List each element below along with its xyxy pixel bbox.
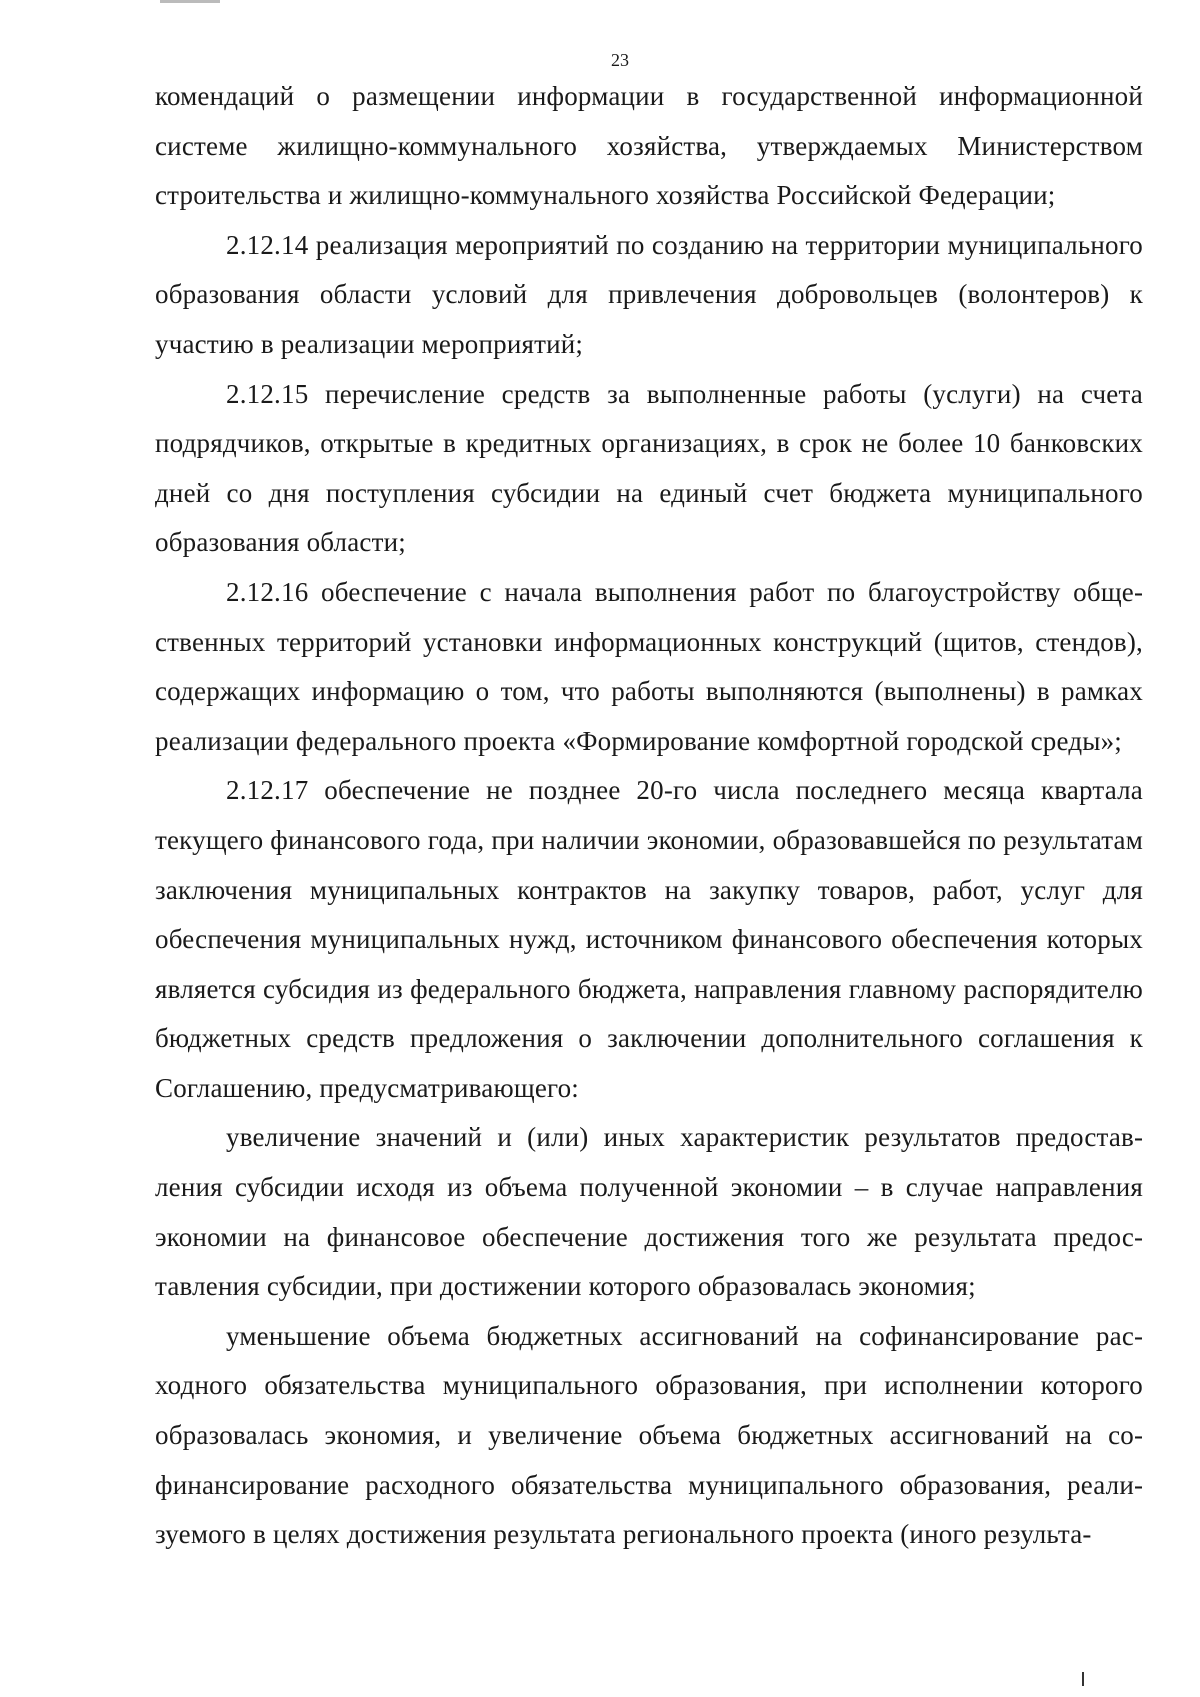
scan-artifact-mark <box>1082 1672 1084 1686</box>
paragraph-2-12-16: 2.12.16 обеспечение с начала выполнения работ по благоустройству общественных территорий установки информационных конструкций (щитов, стендов), содержащих информацию о том, что работы выполняются (выполнены) в рамках реализации федерального проекта «Формирование комфортной городской среды»; <box>155 576 1143 756</box>
paragraph-increase-values: увеличение значений и (или) иных характеристик результатов предоставления субсидии исходя из объема полученной экономии – в случае направления экономии на финансовое обеспечение достижения того же результата предоставления субсидии, при достижении которого образовалась экономия; <box>155 1122 1143 1302</box>
scan-artifact <box>160 0 220 3</box>
paragraph-2-12-17: 2.12.17 обеспечение не позднее 20-го числа последнего месяца квартала текущего финансового года, при наличии экономии, образовавшейся по результатам заключения муниципальных контрактов на закупку товаров, работ, услуг для обеспечения муниципальных нужд, источником финансового обеспечения которых является субсидия из федерального бюджета, направления главному распорядителю бюджетных средств предложения о заключении дополнительного соглашения к Соглашению, предусматривающего: <box>155 775 1143 1103</box>
paragraph-2-12-15: 2.12.15 перечисление средств за выполненные работы (услуги) на счета подрядчиков, открытые в кредитных организациях, в срок не более 10 банковских дней со дня поступления субсидии на единый счет бюджета муниципального образования области; <box>155 378 1143 558</box>
document-body <box>155 72 1143 1560</box>
paragraph-continuation: комендаций о размещении информации в государственной информационной системе жилищно-коммунального хозяйства, утверждаемых Министерством строительства и жилищно-коммунального хозяйства Российской Федерации; <box>155 81 1143 211</box>
page-number: 23 <box>611 50 629 70</box>
paragraph-decrease-allocations: уменьшение объема бюджетных ассигнований на софинансирование расходного обязательства муниципального образования, при исполнении которого образовалась экономия, и увеличение объема бюджетных ассигнований на софинансирование расходного обязательства муниципального образования, реализуемого в целях достижения результата регионального проекта (иного результа- <box>155 1320 1143 1550</box>
paragraph-2-12-14: 2.12.14 реализация мероприятий по созданию на территории муниципального образования области условий для привлечения добровольцев (волонтеров) к участию в реализации мероприятий; <box>155 229 1143 359</box>
